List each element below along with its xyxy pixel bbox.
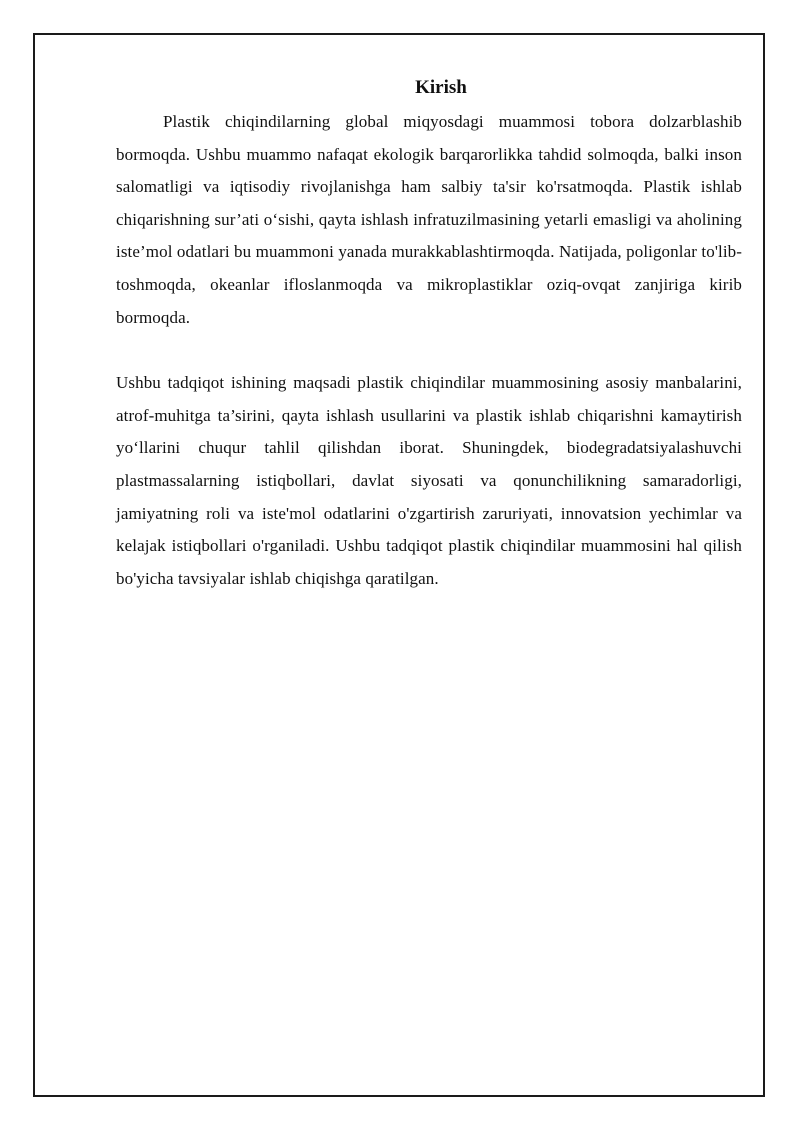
- document-body: [116, 74, 742, 595]
- paragraph-research-goal: Ushbu tadqiqot ishining maqsadi plastik chiqindilar muammosining asosiy manbalarini, atrof-muhitga ta’sirini, qayta ishlash usullarini va plastik ishlab chiqarishni kamaytirish yo‘llarini chuqur tahlil qilishdan iborat. Shuningdek, biodegradatsiyalashuvchi plastmassalarning istiqbollari, davlat siyosati va qonunchilikning samaradorligi, jamiyatning roli va iste'mol odatlarini o'zgartirish zaruriyati, innovatsion yechimlar va kelajak istiqbollari o'rganiladi. Ushbu tadqiqot plastik chiqindilar muammosini hal qilish bo'yicha tavsiyalar ishlab chiqishga qaratilgan.: [116, 373, 742, 588]
- paragraph-spacer: [116, 334, 742, 367]
- section-title: Kirish: [415, 77, 467, 98]
- paragraph-introduction: Plastik chiqindilarning global miqyosdagi muammosi tobora dolzarblashib bormoqda. Ushbu muammo nafaqat ekologik barqarorlikka tahdid solmoqda, balki inson salomatligi va iqtisodiy rivojlanishga ham salbiy ta'sir ko'rsatmoqda. Plastik ishlab chiqarishning sur’ati o‘sishi, qayta ishlash infratuzilmasining yetarli emasligi va aholining iste’mol odatlari bu muammoni yanada murakkablashtirmoqda. Natijada, poligonlar to'lib-toshmoqda, okeanlar ifloslanmoqda va mikroplastiklar oziq-ovqat zanjiriga kirib bormoqda.: [116, 112, 742, 327]
